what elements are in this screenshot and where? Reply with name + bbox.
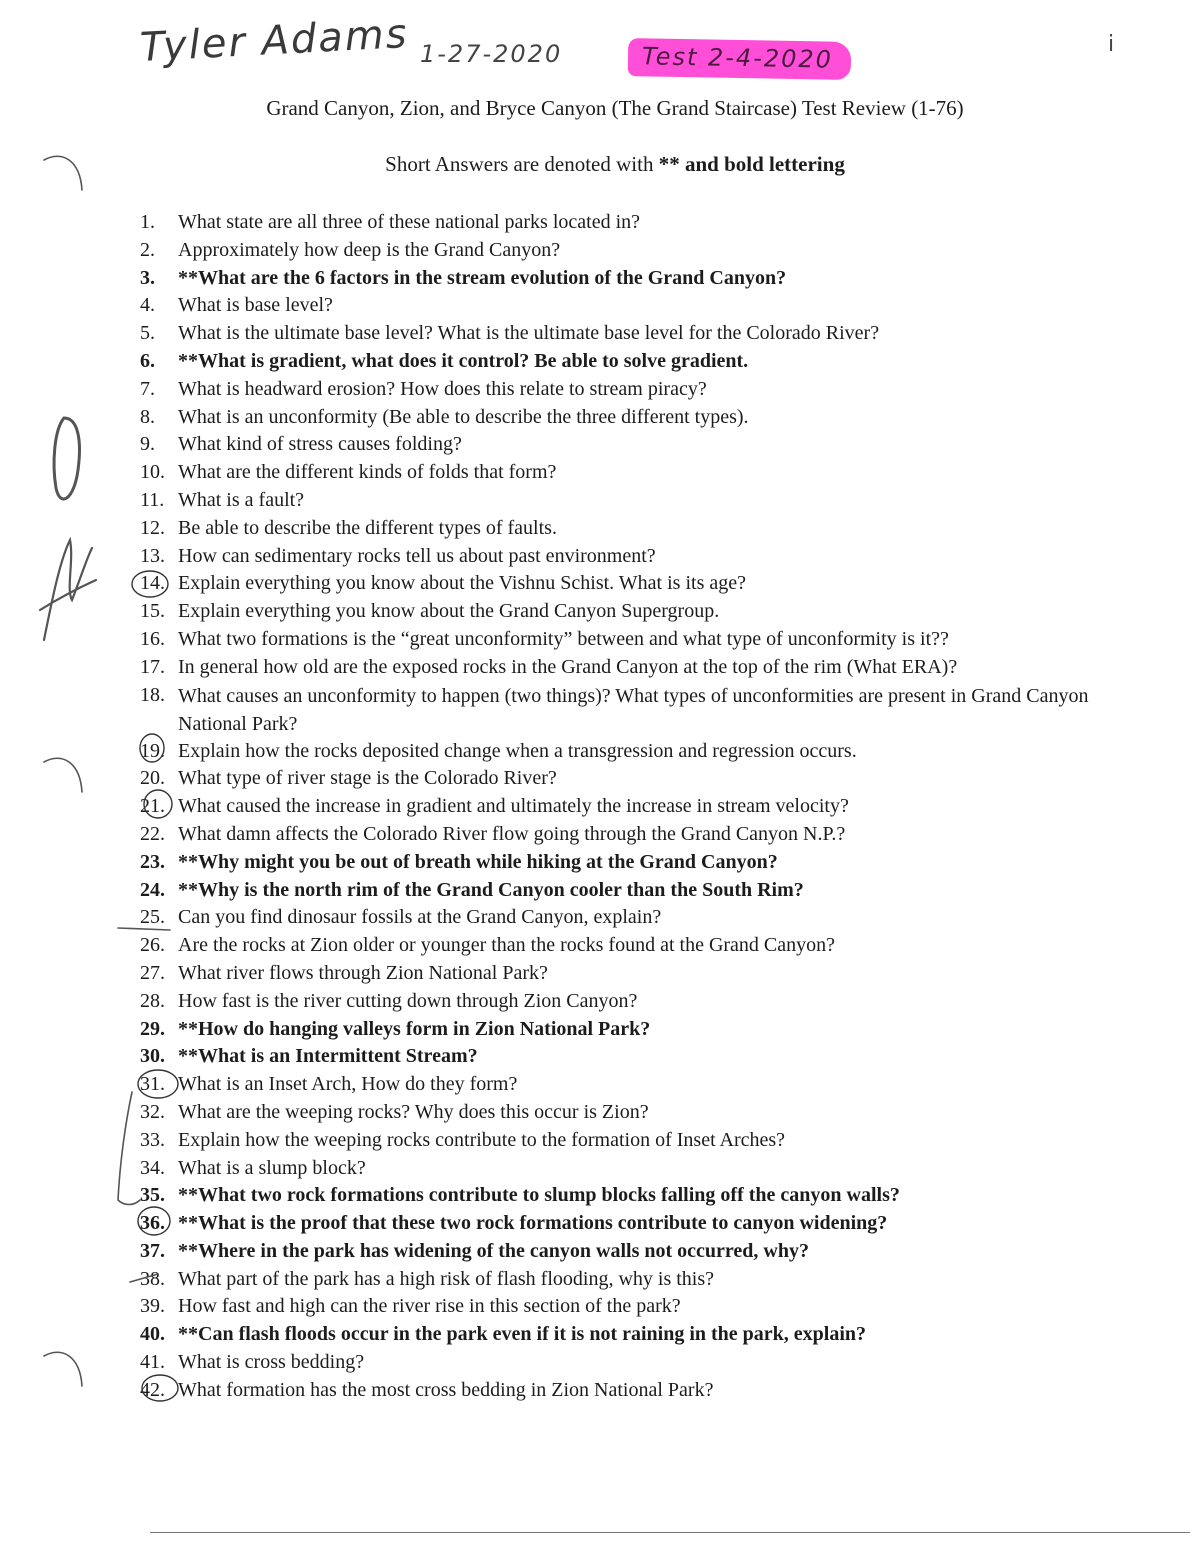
question-text: In general how old are the exposed rocks in the Grand Canyon at the top of the rim (What ERA)?	[178, 655, 958, 678]
question-text: **What is an Intermittent Stream?	[178, 1045, 478, 1068]
question-number: 24.	[140, 878, 165, 901]
bracket-mark	[118, 1092, 140, 1205]
question-number: 41.	[140, 1351, 165, 1374]
question-number: 18.	[140, 683, 165, 706]
question-number: 14.	[140, 572, 165, 595]
dash-mark	[118, 928, 170, 930]
question-text: Approximately how deep is the Grand Canyon?	[178, 238, 561, 261]
question-number: 23.	[140, 850, 165, 873]
question-text: What formation has the most cross bedding in Zion National Park?	[178, 1378, 714, 1401]
question-text: How fast and high can the river rise in this section of the park?	[178, 1295, 681, 1318]
question-number: 17.	[140, 655, 165, 678]
hole-punch-mark-2	[44, 758, 82, 792]
question-number: 12.	[140, 516, 165, 539]
question-number: 8.	[140, 405, 155, 428]
corner-mark: i	[1108, 32, 1117, 57]
question-number: 42.	[140, 1378, 165, 1401]
question-text: What is base level?	[178, 294, 333, 317]
question-text: What are the weeping rocks? Why does this occur is Zion?	[178, 1100, 649, 1123]
question-text: **What two rock formations contribute to slump blocks falling off the canyon walls?	[178, 1184, 900, 1207]
question-text: What are the different kinds of folds that form?	[178, 461, 557, 484]
question-number: 6.	[140, 349, 155, 372]
question-text: Explain how the rocks deposited change when a transgression and regression occurs.	[178, 739, 857, 762]
subtitle-bold: ** and bold lettering	[658, 152, 845, 176]
question-text: What kind of stress causes folding?	[178, 433, 462, 456]
question-text: **What is the proof that these two rock formations contribute to canyon widening?	[178, 1212, 888, 1235]
question-number: 40.	[140, 1323, 165, 1346]
question-text: What is a slump block?	[178, 1156, 366, 1179]
question-number: 19.	[140, 739, 165, 762]
question-text: **What is gradient, what does it control? Be able to solve gradient.	[178, 349, 749, 372]
grade-scribble-circle	[54, 418, 79, 499]
question-number: 7.	[140, 377, 155, 400]
circled-36	[138, 1207, 170, 1235]
question-number: 1.	[140, 211, 155, 233]
highlighted-test-date: Test 2-4-2020	[628, 38, 852, 80]
page-title: Grand Canyon, Zion, and Bryce Canyon (The Grand Staircase) Test Review (1-76)	[266, 96, 964, 120]
question-text: What causes an unconformity to happen (two things)? What types of unconformities are present in Grand Canyon National Park?	[178, 684, 1089, 735]
question-number: 9.	[140, 433, 155, 456]
circled-19	[140, 734, 164, 762]
question-text: **Can flash floods occur in the park even if it is not raining in the park, explain?	[178, 1323, 867, 1346]
question-number: 21.	[140, 795, 165, 818]
question-number: 11.	[140, 488, 165, 511]
hole-punch-mark-1	[44, 156, 82, 190]
question-number: 26.	[140, 934, 165, 957]
question-number: 2.	[140, 238, 155, 261]
question-text: Explain how the weeping rocks contribute to the formation of Inset Arches?	[178, 1128, 786, 1151]
question-number: 36.	[140, 1212, 165, 1235]
question-text: What river flows through Zion National Park?	[178, 961, 548, 984]
question-text: Be able to describe the different types of faults.	[178, 516, 557, 539]
question-text: What damn affects the Colorado River flow going through the Grand Canyon N.P.?	[178, 822, 846, 845]
question-text: What is headward erosion? How does this relate to stream piracy?	[178, 377, 707, 400]
question-text: **How do hanging valleys form in Zion National Park?	[178, 1017, 651, 1040]
question-number: 30.	[140, 1045, 165, 1068]
question-number: 29.	[140, 1017, 165, 1040]
question-number: 37.	[140, 1239, 165, 1262]
question-number: 32.	[140, 1100, 165, 1123]
question-number: 16.	[140, 627, 165, 650]
question-text: What is an unconformity (Be able to describe the three different types).	[178, 405, 749, 428]
question-number: 10.	[140, 461, 165, 484]
circled-31	[138, 1070, 178, 1098]
grade-scribble-signature	[40, 540, 96, 640]
question-number: 35.	[140, 1184, 165, 1207]
question-number: 5.	[140, 322, 155, 345]
question-number: 4.	[140, 294, 155, 317]
question-text: What state are all three of these national parks located in?	[178, 211, 641, 233]
question-text: What caused the increase in gradient and ultimately the increase in stream velocity?	[178, 795, 849, 818]
circled-42	[142, 1375, 178, 1401]
hole-punch-mark-3	[44, 1352, 82, 1386]
question-number: 38.	[140, 1267, 165, 1290]
handwritten-date: 1-27-2020	[420, 40, 563, 68]
question-number: 3.	[140, 266, 155, 289]
question-number: 28.	[140, 989, 165, 1012]
question-number: 34.	[140, 1156, 165, 1179]
question-text: How fast is the river cutting down through Zion Canyon?	[178, 989, 638, 1012]
question-number: 27.	[140, 961, 165, 984]
question-text: **What are the 6 factors in the stream evolution of the Grand Canyon?	[178, 266, 787, 289]
question-number: 31.	[140, 1073, 165, 1096]
circled-14	[132, 571, 168, 597]
question-text: Explain everything you know about the Vishnu Schist. What is its age?	[178, 572, 746, 595]
question-number: 13.	[140, 544, 165, 567]
question-text: What part of the park has a high risk of flash flooding, why is this?	[178, 1267, 714, 1290]
question-text: Explain everything you know about the Grand Canyon Supergroup.	[178, 600, 720, 623]
question-number: 25.	[140, 906, 165, 929]
question-text: What type of river stage is the Colorado River?	[178, 767, 557, 790]
handwritten-name: Tyler Adams	[138, 11, 410, 71]
question-text: **Where in the park has widening of the canyon walls not occurred, why?	[178, 1239, 809, 1262]
arrow-mark	[130, 1274, 158, 1282]
question-text: What is a fault?	[178, 488, 305, 511]
question-text: What is the ultimate base level? What is the ultimate base level for the Colorado River?	[178, 322, 880, 345]
question-number: 20.	[140, 767, 165, 790]
question-text: What is an Inset Arch, How do they form?	[178, 1073, 518, 1096]
question-text: What is cross bedding?	[178, 1351, 365, 1374]
question-number: 33.	[140, 1128, 165, 1151]
question-text: **Why is the north rim of the Grand Canyon cooler than the South Rim?	[178, 878, 804, 901]
question-number: 22.	[140, 822, 165, 845]
bottom-rule	[150, 1532, 1190, 1533]
circled-21	[144, 790, 172, 818]
question-text: Can you find dinosaur fossils at the Grand Canyon, explain?	[178, 906, 662, 929]
question-text: How can sedimentary rocks tell us about past environment?	[178, 544, 656, 567]
subtitle-prefix: Short Answers are denoted with	[385, 152, 654, 176]
question-text: **Why might you be out of breath while hiking at the Grand Canyon?	[178, 850, 778, 873]
question-text: Are the rocks at Zion older or younger than the rocks found at the Grand Canyon?	[178, 934, 836, 957]
question-number: 15.	[140, 600, 165, 623]
question-number: 39.	[140, 1295, 165, 1318]
question-text: What two formations is the “great unconformity” between and what type of unconformity is it??	[178, 627, 949, 650]
